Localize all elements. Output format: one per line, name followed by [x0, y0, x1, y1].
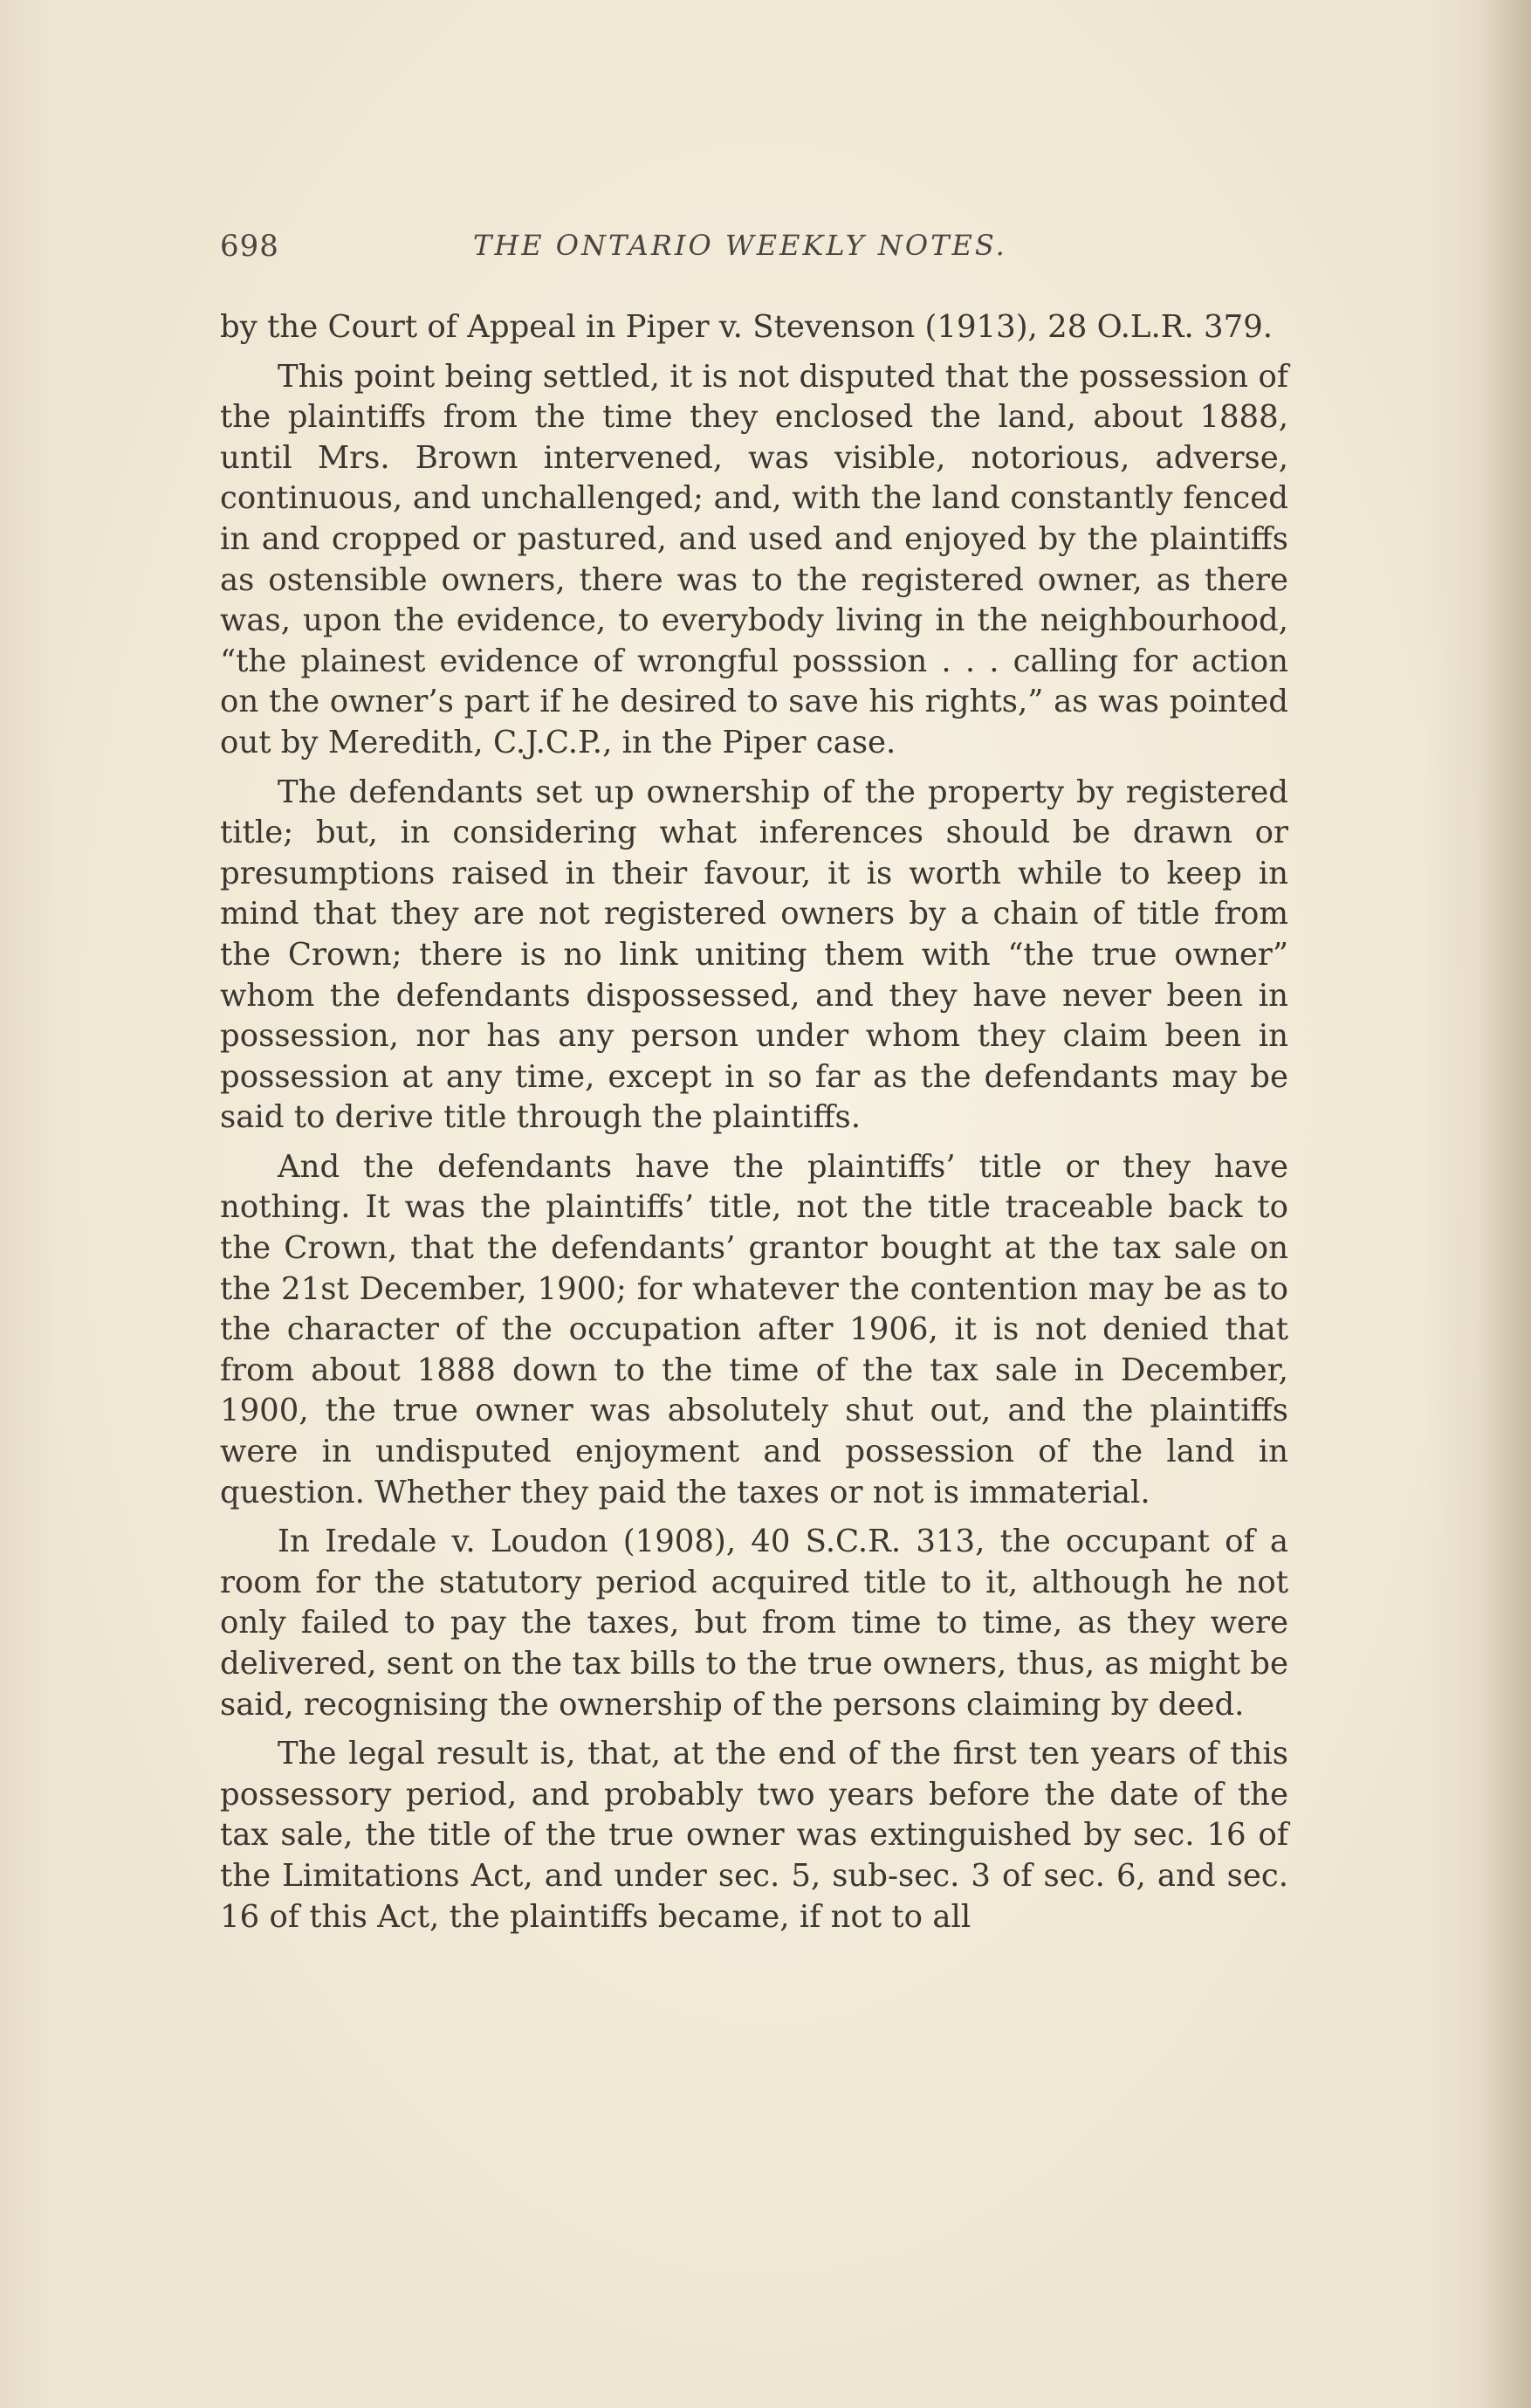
page-header: [220, 225, 1288, 278]
running-title: THE ONTARIO WEEKLY NOTES.: [473, 229, 1007, 262]
paragraph-6: The legal result is, that, at the end of the first ten years of this possessory period, and probably two years before the date of the tax sale, the title of the true owner was extinguished by sec. 16 of the Limitations Act, and under sec. 5, sub-sec. 3 of sec. 6, and sec. 16 of this Act, the plaintiffs became, if not to all: [220, 1736, 1288, 1935]
paragraph-1: by the Court of Appeal in Piper v. Stevenson (1913), 28 O.L.R. 379.: [220, 309, 1274, 345]
page-body: [220, 307, 1288, 1946]
page-edge-shadow: [1479, 0, 1531, 2408]
paragraph-3: The defendants set up ownership of the property by registered title; but, in considering what inferences should be drawn or presumptions raised in their favour, it is worth while to keep in mind that they are not registered owners by a chain of title from the Crown; there is no link uniting them with “the true owner” whom the defendants dispossessed, and they have never been in possession, nor has any person under whom they claim been in possession at any time, except in so far as the defendants may be said to derive title through the plaintiffs.: [220, 774, 1288, 1136]
paragraph-4: And the defendants have the plaintiffs’ title or they have nothing. It was the plaintiffs’ title, not the title traceable back to the Crown, that the defendants’ grantor bought at the tax sale on the 21st December, 1900; for whatever the contention may be as to the character of the occupation after 1906, it is not denied that from about 1888 down to the time of the tax sale in December, 1900, the true owner was absolutely shut out, and the plaintiffs were in undisputed enjoyment and possession of the land in question. Whether they paid the taxes or not is immaterial.: [220, 1148, 1288, 1510]
paragraph-2: This point being settled, it is not disputed that the possession of the plaintiffs from the time they enclosed the land, about 1888, until Mrs. Brown intervened, was visible, notorious, adverse, continuous, and unchallenged; and, with the land constantly fenced in and cropped or pastured, and used and enjoyed by the plaintiffs as ostensible owners, there was to the registered owner, as there was, upon the evidence, to everybody living in the neighbourhood, “the plainest evidence of wrongful posssion . . . calling for action on the owner’s part if he desired to save his rights,” as was pointed out by Meredith, C.J.C.P., in the Piper case.: [220, 358, 1288, 760]
page-number: 698: [220, 229, 279, 264]
paragraph-5: In Iredale v. Loudon (1908), 40 S.C.R. 313, the occupant of a room for the statutory period acquired title to it, although he not only failed to pay the taxes, but from time to time, as they were delivered, sent on the tax bills to the true owners, thus, as might be said, recognising the ownership of the persons claiming by deed.: [220, 1524, 1288, 1723]
